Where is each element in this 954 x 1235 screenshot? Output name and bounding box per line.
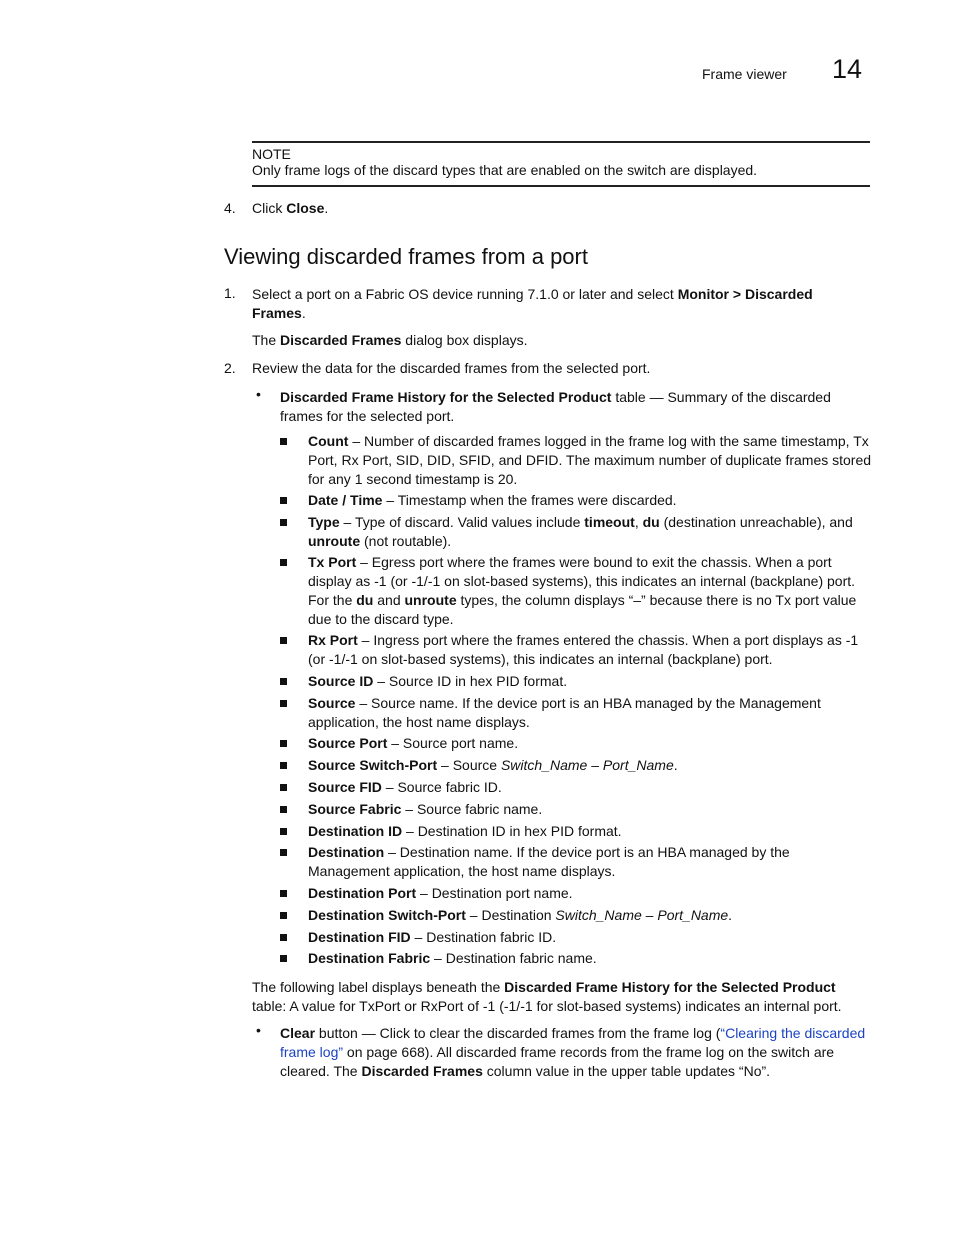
list-item: Source Switch-Port – Source Switch_Name – Port_Name.	[308, 757, 678, 773]
square-bullet-icon	[280, 438, 287, 445]
list-item: Count – Number of discarded frames logged in the frame log with the same timestamp, Tx Port, Rx Port, SID, DID, SFID, and DFID. The maximum number of duplicate frames stored for any 1 second timestamp is 20.	[308, 433, 872, 487]
bullet-glyph: •	[256, 386, 261, 402]
square-bullet-icon	[280, 806, 287, 813]
list-item: Destination Switch-Port – Destination Switch_Name – Port_Name.	[308, 907, 733, 923]
list-item: Source ID – Source ID in hex PID format.	[308, 673, 568, 689]
bullet-text: Clear button — Click to clear the discarded frames from the frame log (“Clearing the discarded frame log” on page 668). All discarded frame records from the frame log on the switch are cleared. The Discarded Frames column value in the upper table updates “No”.	[280, 1025, 866, 1079]
square-bullet-icon	[280, 934, 287, 941]
list-item: Type – Type of discard. Valid values include timeout, du (destination unreachable), and unroute (not routable).	[308, 514, 853, 549]
chapter-number: 14	[832, 54, 863, 84]
square-bullet-icon	[280, 519, 287, 526]
step-text: Click Close.	[252, 200, 329, 216]
bullet-glyph: •	[256, 1022, 261, 1038]
list-item: Destination – Destination name. If the device port is an HBA managed by the Management application, the host name displays.	[308, 844, 790, 879]
square-bullet-icon	[280, 828, 287, 835]
note-label: NOTE	[252, 146, 291, 162]
label-paragraph: The following label displays beneath the Discarded Frame History for the Selected Product table: A value for TxPort or RxPort of -1 (-1/-1 for slot-based systems) indicates an internal port.	[252, 979, 842, 1014]
bullet-text: Discarded Frame History for the Selected Product table — Summary of the discarded frames for the selected port.	[280, 389, 831, 424]
running-header: Frame viewer	[702, 66, 787, 82]
step-number: 4.	[224, 200, 236, 216]
square-bullet-icon	[280, 762, 287, 769]
cross-reference-link[interactable]: “Clearing the discarded frame log”	[280, 1025, 866, 1060]
list-item: Source Fabric – Source fabric name.	[308, 801, 543, 817]
list-item: Rx Port – Ingress port where the frames entered the chassis. When a port displays as -1 (or -1/-1 on slot-based systems), this indicates an internal (backplane) port.	[308, 632, 859, 667]
list-item: Destination Port – Destination port name.	[308, 885, 573, 901]
square-bullet-icon	[280, 700, 287, 707]
square-bullet-icon	[280, 849, 287, 856]
step-text: Select a port on a Fabric OS device running 7.1.0 or later and select Monitor > Discarded Frames.	[252, 286, 813, 321]
step-number: 1.	[224, 285, 236, 301]
list-item: Destination FID – Destination fabric ID.	[308, 929, 557, 945]
list-item: Destination ID – Destination ID in hex PID format.	[308, 823, 622, 839]
list-item: Tx Port – Egress port where the frames were bound to exit the chassis. When a port display as -1 (or -1/-1 on slot-based systems), this indicates an internal (backplane) port. For the du and unroute types, the column displays “–” because there is no Tx port value due to the discard type.	[308, 554, 857, 627]
square-bullet-icon	[280, 740, 287, 747]
list-item: Date / Time – Timestamp when the frames were discarded.	[308, 492, 677, 508]
section-heading: Viewing discarded frames from a port	[224, 244, 588, 269]
square-bullet-icon	[280, 559, 287, 566]
note-text: Only frame logs of the discard types that are enabled on the switch are displayed.	[252, 162, 758, 178]
note-top-rule	[252, 141, 870, 143]
note-bottom-rule	[252, 185, 870, 187]
step-result: The Discarded Frames dialog box displays.	[252, 332, 528, 348]
list-item: Source – Source name. If the device port is an HBA managed by the Management application, the host name displays.	[308, 695, 821, 730]
square-bullet-icon	[280, 912, 287, 919]
square-bullet-icon	[280, 955, 287, 962]
square-bullet-icon	[280, 784, 287, 791]
square-bullet-icon	[280, 637, 287, 644]
square-bullet-icon	[280, 890, 287, 897]
step-number: 2.	[224, 360, 236, 376]
square-bullet-icon	[280, 678, 287, 685]
list-item: Source Port – Source port name.	[308, 735, 519, 751]
step-text: Review the data for the discarded frames from the selected port.	[252, 360, 651, 376]
list-item: Destination Fabric – Destination fabric name.	[308, 950, 597, 966]
list-item: Source FID – Source fabric ID.	[308, 779, 502, 795]
square-bullet-icon	[280, 497, 287, 504]
